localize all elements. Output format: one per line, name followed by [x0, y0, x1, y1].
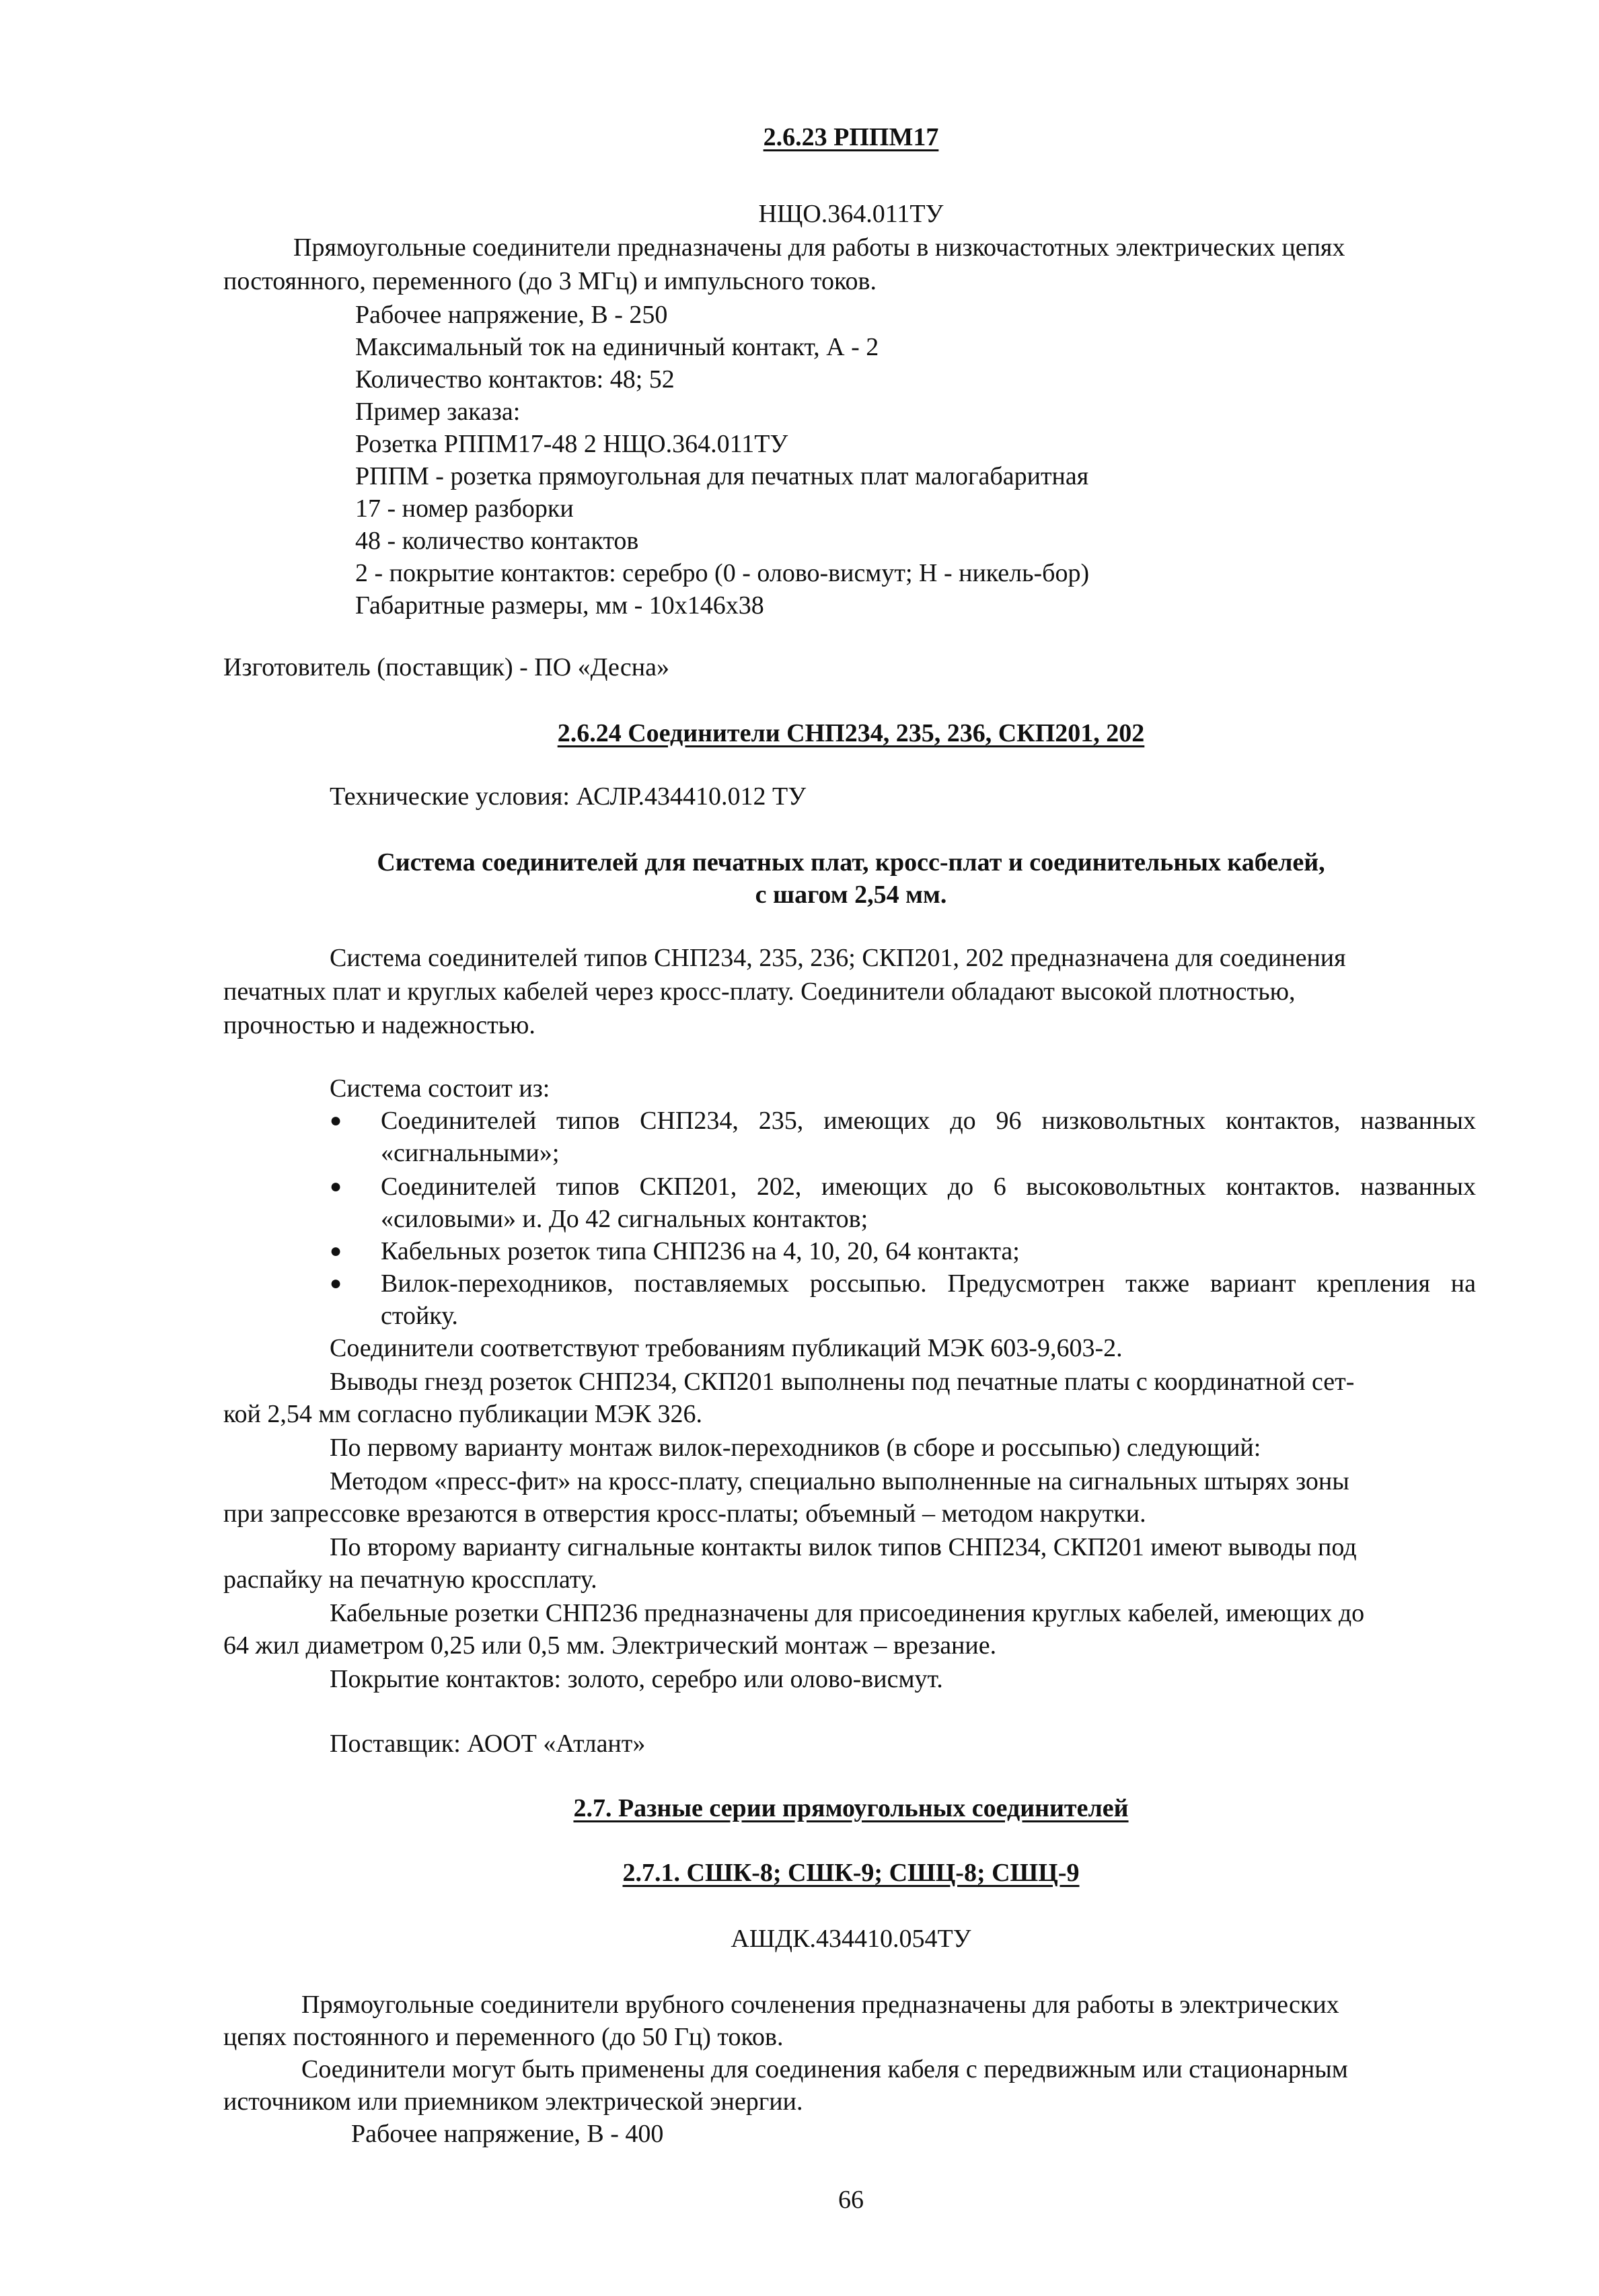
- section-2-6-24-subtitle-line-2: с шагом 2,54 мм.: [755, 881, 947, 909]
- list-item: Соединителей типов СНП234, 235, имеющих до 96 низковольтных контактов, названных «сигнальными»;: [381, 1107, 1476, 1167]
- paragraph-line: источником или приемником электрической энергии.: [223, 2087, 803, 2116]
- section-2-6-24-title: 2.6.24 Соединители СНП234, 235, 236, СКП201, 202: [557, 719, 1145, 747]
- spec-line: Розетка РППМ17-48 2 НЩО.364.011ТУ: [355, 430, 788, 458]
- section-2-6-24-tech-conditions: Технические условия: АСЛР.434410.012 ТУ: [330, 782, 807, 811]
- list-item: Кабельных розеток типа СНП236 на 4, 10, 20, 64 контакта;: [381, 1237, 1020, 1265]
- spec-line: Максимальный ток на единичный контакт, А - 2: [355, 333, 879, 361]
- section-2-6-24-supplier: Поставщик: АООТ «Атлант»: [330, 1730, 646, 1758]
- paragraph-line: Покрытие контактов: золото, серебро или олово-висмут.: [330, 1665, 943, 1693]
- paragraph-line: Методом «пресс-фит» на кросс-плату, специально выполненные на сигнальных штырях зоны: [330, 1467, 1349, 1495]
- paragraph-line: Выводы гнезд розеток СНП234, СКП201 выполнены под печатные платы с координатной сет-: [330, 1368, 1355, 1396]
- section-2-7-1-code: АШДК.434410.054ТУ: [731, 1925, 971, 1953]
- spec-line: Рабочее напряжение, В - 250: [355, 301, 668, 329]
- section-2-6-24-subtitle-line-1: Система соединителей для печатных плат, кросс-плат и соединительных кабелей,: [377, 848, 1325, 877]
- paragraph-line: Система соединителей типов СНП234, 235, 236; СКП201, 202 предназначена для соединения: [330, 944, 1346, 972]
- spec-line: 17 - номер разборки: [355, 494, 574, 523]
- list-item: Соединителей типов СКП201, 202, имеющих до 6 высоковольтных контактов. названных «силовыми» и. До 42 сигнальных контактов;: [381, 1173, 1476, 1233]
- paragraph-line: Рабочее напряжение, В - 400: [351, 2120, 664, 2148]
- bullet-icon: ●: [330, 1240, 342, 1262]
- spec-line: 2 - покрытие контактов: серебро (0 - олово-висмут; Н - никель-бор): [355, 559, 1090, 587]
- paragraph-line: при запрессовке врезаются в отверстия кросс-платы; объемный – методом накрутки.: [223, 1499, 1146, 1528]
- paragraph-line: Соединители могут быть применены для соединения кабеля с передвижным или стационарным: [301, 2055, 1348, 2083]
- spec-line: Пример заказа:: [355, 398, 521, 426]
- paragraph-line: Прямоугольные соединители врубного сочленения предназначены для работы в электрических: [301, 1991, 1339, 2019]
- paragraph-line: прочностью и надежностью.: [223, 1011, 535, 1039]
- section-2-6-23-intro-line-2: постоянного, переменного (до 3 МГц) и импульсного токов.: [223, 267, 877, 295]
- bullet-icon: ●: [330, 1175, 342, 1197]
- paragraph-line: кой 2,54 мм согласно публикации МЭК 326.: [223, 1400, 703, 1428]
- paragraph-line: цепях постоянного и переменного (до 50 Гц) токов.: [223, 2023, 784, 2051]
- paragraph-line: Соединители соответствуют требованиям публикаций МЭК 603-9,603-2.: [330, 1334, 1123, 1362]
- paragraph-line: распайку на печатную кроссплату.: [223, 1565, 597, 1594]
- section-2-7-title: 2.7. Разные серии прямоугольных соединителей: [573, 1794, 1129, 1822]
- section-2-6-23-intro-line-1: Прямоугольные соединители предназначены для работы в низкочастотных электрических цепях: [293, 233, 1345, 262]
- section-2-7-1-title: 2.7.1. СШК-8; СШК-9; СШЦ-8; СШЦ-9: [622, 1859, 1080, 1887]
- spec-line: РППМ - розетка прямоугольная для печатных плат малогабаритная: [355, 462, 1089, 490]
- paragraph-line: По первому варианту монтаж вилок-переходников (в сборе и россыпью) следующий:: [330, 1434, 1261, 1462]
- consists-heading: Система состоит из:: [330, 1074, 550, 1103]
- bullet-icon: ●: [330, 1109, 342, 1132]
- page-number: 66: [838, 2186, 864, 2214]
- spec-line: Количество контактов: 48; 52: [355, 365, 675, 394]
- bullet-icon: ●: [330, 1272, 342, 1294]
- paragraph-line: Кабельные розетки СНП236 предназначены для присоединения круглых кабелей, имеющих до: [330, 1599, 1365, 1627]
- paragraph-line: 64 жил диаметром 0,25 или 0,5 мм. Электрический монтаж – врезание.: [223, 1631, 997, 1660]
- paragraph-line: По второму варианту сигнальные контакты вилок типов СНП234, СКП201 имеют выводы под: [330, 1533, 1357, 1561]
- section-2-6-23-maker: Изготовитель (поставщик) - ПО «Десна»: [223, 653, 669, 681]
- paragraph-line: печатных плат и круглых кабелей через кросс-плату. Соединители обладают высокой плотностью,: [223, 977, 1296, 1006]
- spec-line: Габаритные размеры, мм - 10х146х38: [355, 591, 764, 620]
- spec-line: 48 - количество контактов: [355, 527, 639, 555]
- section-2-6-23-title: 2.6.23 РППМ17: [763, 123, 939, 151]
- section-2-6-23-code: НЩО.364.011ТУ: [758, 200, 944, 228]
- list-item: Вилок-переходников, поставляемых россыпью. Предусмотрен также вариант крепления на стойку.: [381, 1269, 1476, 1330]
